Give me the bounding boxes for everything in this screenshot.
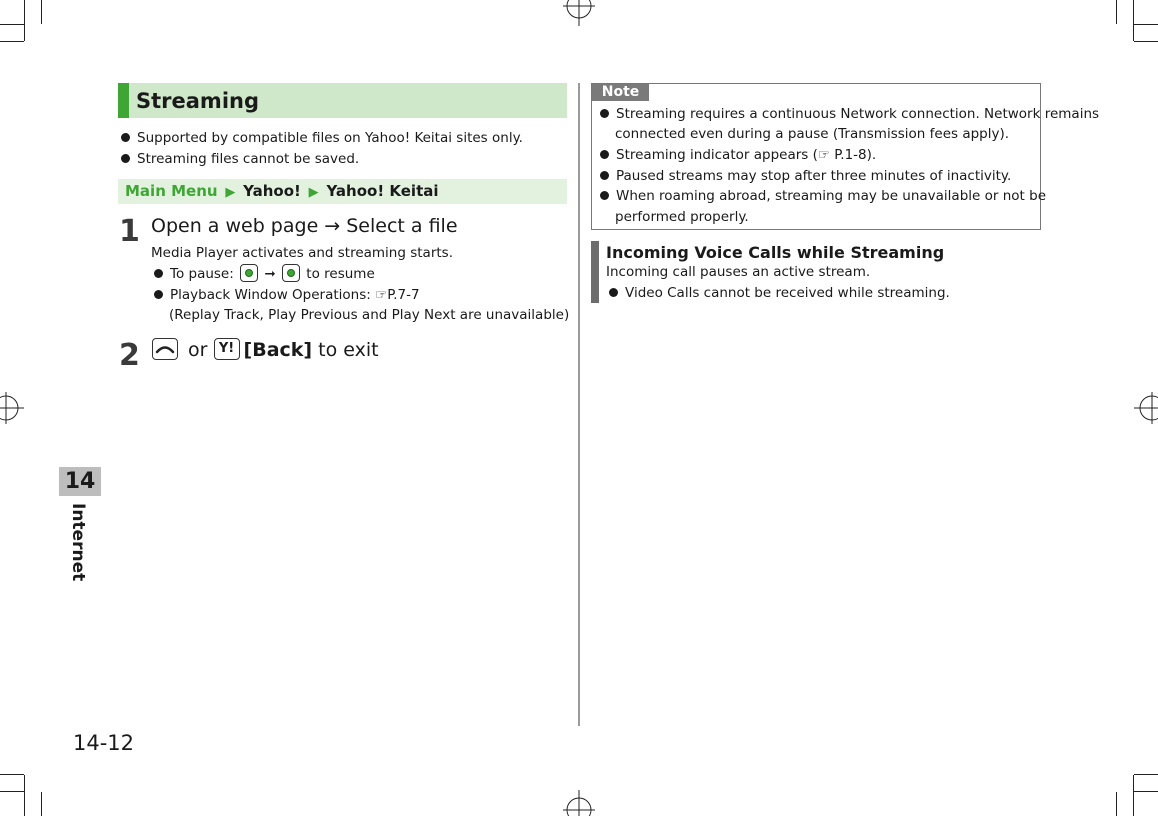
bullet-icon <box>600 150 609 159</box>
playback-operations: Playback Window Operations: ☞P.7-7 <box>154 285 420 306</box>
bullet-icon <box>154 290 163 299</box>
subsection-description: Incoming call pauses an active stream. <box>606 264 871 280</box>
arrow-right-icon: ➞ <box>264 266 276 282</box>
menu-path-main: Main Menu <box>125 182 218 200</box>
section-bullet: Streaming files cannot be saved. <box>121 149 359 170</box>
bullet-icon <box>121 133 130 142</box>
step-instruction: Open a web page → Select a file <box>151 215 458 237</box>
section-title: Streaming <box>136 89 259 113</box>
column-divider <box>578 83 580 726</box>
pause-instruction: To pause: ➞ to resume <box>154 264 375 285</box>
step-description: Media Player activates and streaming starts. <box>151 245 453 261</box>
bullet-icon <box>600 191 609 200</box>
note-item: Streaming indicator appears (☞ P.1-8). <box>600 145 876 166</box>
section-bullet: Supported by compatible files on Yahoo! Keitai sites only. <box>121 128 523 149</box>
step-number: 1 <box>119 214 140 249</box>
arrow-right-icon: ▶ <box>308 185 319 200</box>
bullet-icon <box>121 154 130 163</box>
yahoo-key-icon: Y! <box>214 338 240 360</box>
note-item: When roaming abroad, streaming may be unavailable or not be <box>600 186 1046 207</box>
note-item-continued: performed properly. <box>615 209 749 225</box>
menu-path-item: Yahoo! Keitai <box>326 182 439 200</box>
step-number: 2 <box>119 338 140 373</box>
subsection-title: Incoming Voice Calls while Streaming <box>606 243 945 262</box>
chapter-tab-number: 14 <box>59 467 101 496</box>
note-item: Streaming requires a continuous Network connection. Network remains <box>600 104 1099 125</box>
menu-path-item: Yahoo! <box>243 182 301 200</box>
page-reference[interactable]: P.7-7 <box>387 287 420 303</box>
menu-path <box>118 179 567 204</box>
bullet-icon <box>600 109 609 118</box>
pointing-hand-icon: ☞ <box>375 287 388 303</box>
center-key-icon <box>240 264 258 282</box>
registration-mark-top <box>563 0 595 26</box>
playback-note: (Replay Track, Play Previous and Play Next are unavailable) <box>169 307 570 323</box>
bullet-icon <box>600 171 609 180</box>
arrow-right-icon: ▶ <box>225 185 236 200</box>
registration-mark-left <box>0 392 24 424</box>
step-instruction: or Y! [Back] to exit <box>152 339 379 362</box>
bullet-icon <box>154 269 163 278</box>
bullet-icon <box>609 288 618 297</box>
note-label: Note <box>592 84 649 101</box>
page-number: 14-12 <box>73 731 135 755</box>
center-key-icon <box>282 264 300 282</box>
note-item: Paused streams may stop after three minutes of inactivity. <box>600 166 1011 187</box>
chapter-tab-label: Internet <box>68 503 88 582</box>
subsection-bullet: Video Calls cannot be received while streaming. <box>609 283 950 304</box>
section-heading <box>118 83 567 118</box>
registration-mark-bottom <box>563 790 595 816</box>
note-item-continued: connected even during a pause (Transmission fees apply). <box>615 126 1010 142</box>
end-call-key-icon <box>152 338 178 360</box>
registration-mark-right <box>1134 392 1158 424</box>
subsection-bar <box>591 241 599 303</box>
